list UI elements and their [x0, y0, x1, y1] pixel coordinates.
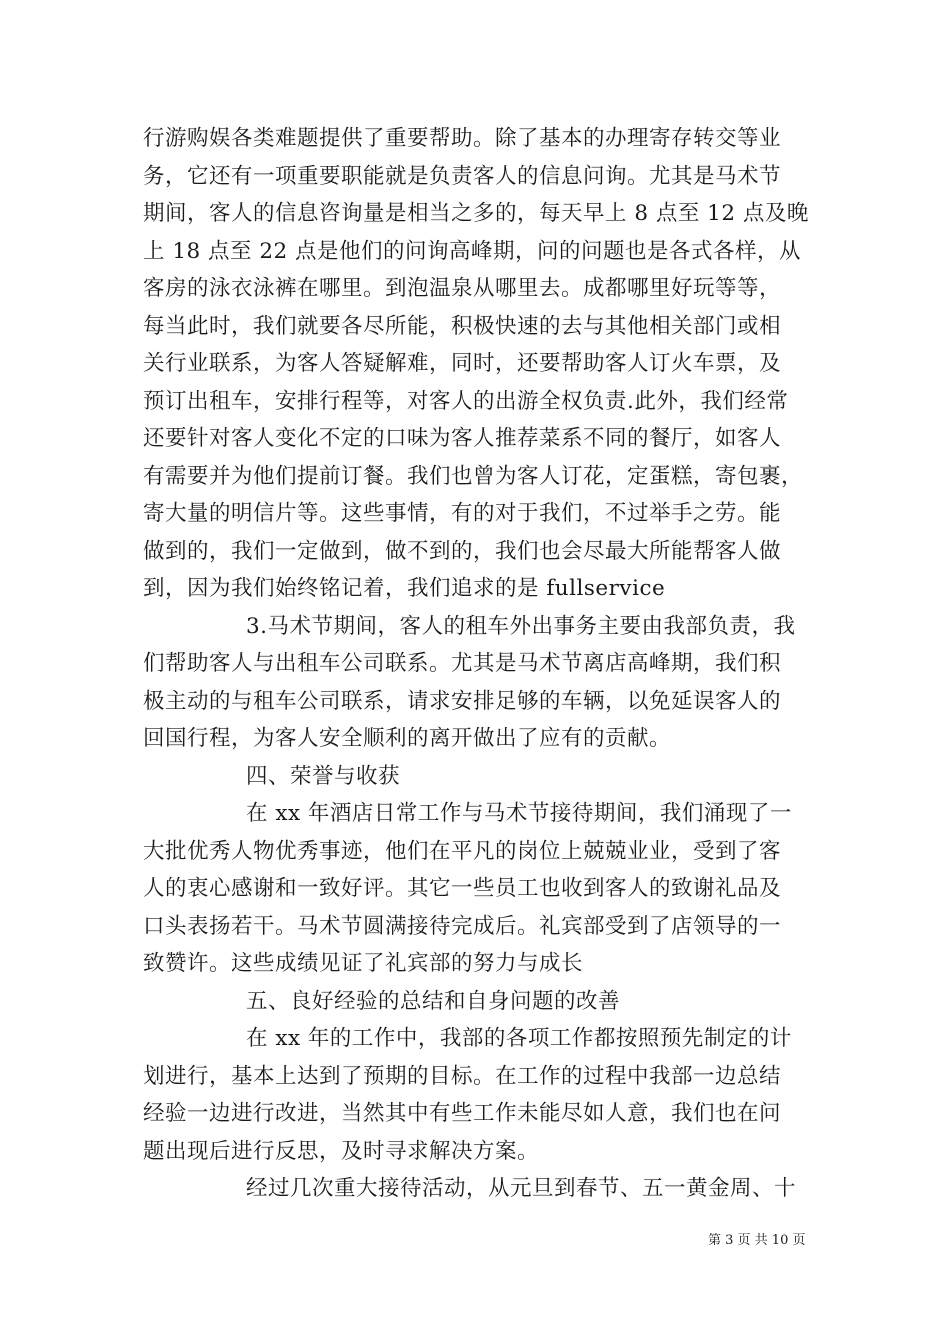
body-text-line: 口头表扬若干。马术节圆满接待完成后。礼宾部受到了店领导的一: [143, 914, 782, 939]
body-text-line: 上 18 点至 22 点是他们的问询高峰期，问的问题也是各式各样，从: [143, 239, 802, 264]
paragraph-start-line: 3.马术节期间，客人的租车外出事务主要由我部负责，我: [246, 614, 796, 639]
paragraph-start-line: 在 xx 年酒店日常工作与马术节接待期间，我们涌现了一: [246, 801, 792, 826]
body-text-line: 到，因为我们始终铭记着，我们追求的是 fullservice: [143, 576, 666, 601]
body-text-line: 预订出租车，安排行程等，对客人的出游全权负责.此外，我们经常: [143, 389, 789, 414]
body-text-line: 还要针对客人变化不定的口味为客人推荐菜系不同的餐厅，如客人: [143, 426, 782, 451]
body-text-line: 大批优秀人物优秀事迹，他们在平凡的岗位上兢兢业业，受到了客: [143, 839, 782, 864]
section-heading: 四、荣誉与收获: [246, 764, 401, 789]
body-text-line: 们帮助客人与出租车公司联系。尤其是马术节离店高峰期，我们积: [143, 651, 782, 676]
body-text-line: 有需要并为他们提前订餐。我们也曾为客人订花，定蛋糕，寄包裹，: [143, 464, 804, 489]
section-heading: 五、良好经验的总结和自身问题的改善: [246, 989, 621, 1014]
body-text-line: 期间，客人的信息咨询量是相当之多的，每天早上 8 点至 12 点及晚: [143, 201, 809, 226]
paragraph-start-line: 经过几次重大接待活动，从元旦到春节、五一黄金周、十: [246, 1176, 797, 1201]
body-text-line: 致赞许。这些成绩见证了礼宾部的努力与成长: [143, 951, 584, 976]
body-text-line: 每当此时，我们就要各尽所能，积极快速的去与其他相关部门或相: [143, 314, 782, 339]
body-text-line: 经验一边进行改进，当然其中有些工作未能尽如人意，我们也在问: [143, 1101, 782, 1126]
body-text-line: 做到的，我们一定做到，做不到的，我们也会尽最大所能帮客人做: [143, 539, 782, 564]
body-text-line: 极主动的与租车公司联系，请求安排足够的车辆，以免延误客人的: [143, 689, 782, 714]
body-text-line: 划进行，基本上达到了预期的目标。在工作的过程中我部一边总结: [143, 1064, 782, 1089]
body-text-line: 关行业联系，为客人答疑解难，同时，还要帮助客人订火车票，及: [143, 351, 782, 376]
body-text-line: 题出现后进行反思，及时寻求解决方案。: [143, 1139, 540, 1164]
body-text-line: 务，它还有一项重要职能就是负责客人的信息问询。尤其是马术节: [143, 164, 782, 189]
body-text-line: 回国行程，为客人安全顺利的离开做出了应有的贡献。: [143, 726, 672, 751]
body-text-line: 人的衷心感谢和一致好评。其它一些员工也收到客人的致谢礼品及: [143, 876, 782, 901]
body-text-line: 寄大量的明信片等。这些事情，有的对于我们，不过举手之劳。能: [143, 501, 782, 526]
paragraph-start-line: 在 xx 年的工作中，我部的各项工作都按照预先制定的计: [246, 1026, 792, 1051]
page-number-footer: 第 3 页 共 10 页: [708, 1233, 806, 1248]
body-text-line: 行游购娱各类难题提供了重要帮助。除了基本的办理寄存转交等业: [143, 126, 782, 151]
body-text-line: 客房的泳衣泳裤在哪里。到泡温泉从哪里去。成都哪里好玩等等，: [143, 276, 782, 301]
